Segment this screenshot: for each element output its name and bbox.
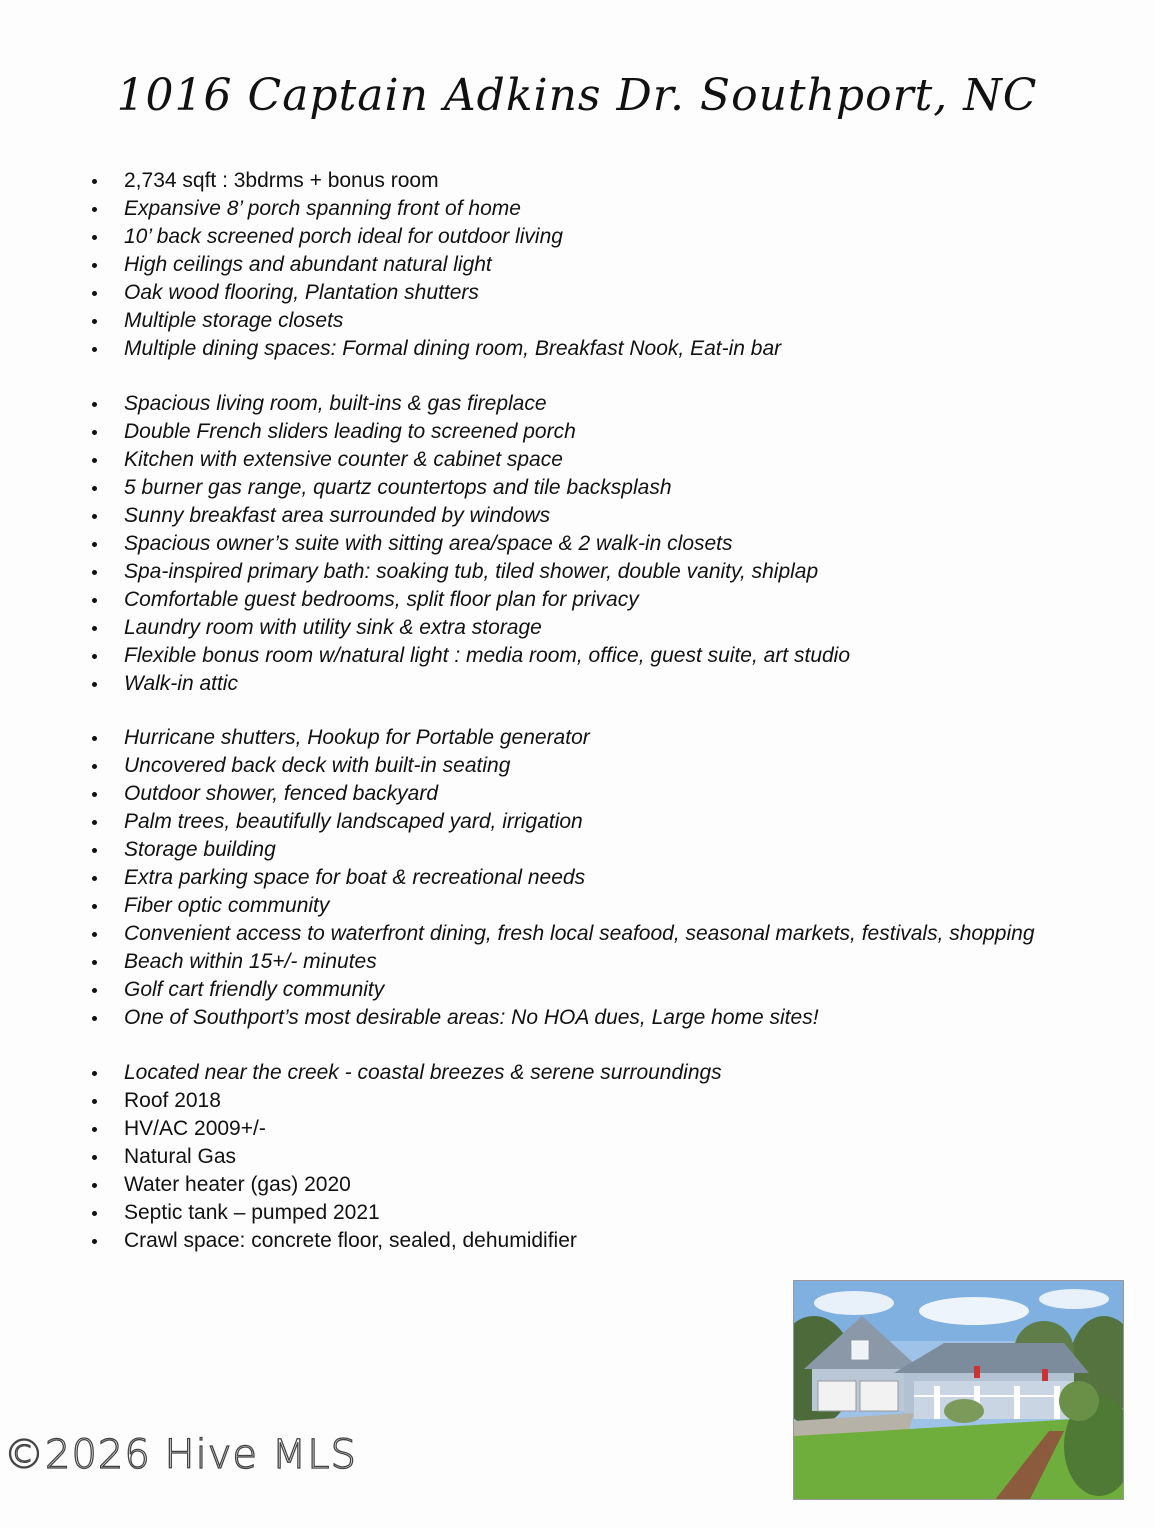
feature-list-3 [0,724,1035,1032]
feature-item: HV/AC 2009+/- [0,1115,722,1143]
feature-item: Outdoor shower, fenced backyard [0,780,1035,808]
feature-item: Roof 2018 [0,1087,722,1115]
feature-item: 5 burner gas range, quartz countertops and tile backsplash [0,474,850,502]
feature-item: Crawl space: concrete floor, sealed, dehumidifier [0,1227,722,1255]
feature-item: Golf cart friendly community [0,976,1035,1004]
feature-item: Hurricane shutters, Hookup for Portable generator [0,724,1035,752]
feature-item: Natural Gas [0,1143,722,1171]
feature-item: Storage building [0,836,1035,864]
feature-item: Double French sliders leading to screened porch [0,418,850,446]
feature-item: Extra parking space for boat & recreational needs [0,864,1035,892]
house-photo [793,1280,1124,1500]
feature-item: Sunny breakfast area surrounded by windows [0,502,850,530]
feature-item: Fiber optic community [0,892,1035,920]
feature-item: Walk-in attic [0,670,850,698]
page-title: 1016 Captain Adkins Dr. Southport, NC [116,70,1038,121]
feature-item: Located near the creek - coastal breezes & serene surroundings [0,1059,722,1087]
feature-item: Septic tank – pumped 2021 [0,1199,722,1227]
feature-item: Laundry room with utility sink & extra storage [0,614,850,642]
feature-item: High ceilings and abundant natural light [0,251,781,279]
feature-item: Convenient access to waterfront dining, fresh local seafood, seasonal markets, festivals, shopping [0,920,1035,948]
house-photo-illustration [794,1281,1124,1500]
feature-list-1 [0,167,781,363]
feature-item: Kitchen with extensive counter & cabinet space [0,446,850,474]
feature-item: Water heater (gas) 2020 [0,1171,722,1199]
feature-item: 2,734 sqft : 3bdrms + bonus room [0,167,781,195]
copyright-watermark: ©2026 Hive MLS [4,1432,357,1478]
feature-item: Oak wood flooring, Plantation shutters [0,279,781,307]
feature-item: Multiple dining spaces: Formal dining room, Breakfast Nook, Eat-in bar [0,335,781,363]
feature-item: One of Southport’s most desirable areas: No HOA dues, Large home sites! [0,1004,1035,1032]
feature-list-4 [0,1059,722,1255]
feature-item: Spacious living room, built-ins & gas fireplace [0,390,850,418]
feature-item: Comfortable guest bedrooms, split floor plan for privacy [0,586,850,614]
feature-item: Palm trees, beautifully landscaped yard, irrigation [0,808,1035,836]
feature-item: Beach within 15+/- minutes [0,948,1035,976]
feature-item: Multiple storage closets [0,307,781,335]
feature-item: Expansive 8’ porch spanning front of home [0,195,781,223]
feature-item: Spa-inspired primary bath: soaking tub, tiled shower, double vanity, shiplap [0,558,850,586]
feature-item: 10’ back screened porch ideal for outdoor living [0,223,781,251]
feature-item: Uncovered back deck with built-in seating [0,752,1035,780]
feature-list-2 [0,390,850,698]
feature-item: Flexible bonus room w/natural light : media room, office, guest suite, art studio [0,642,850,670]
feature-item: Spacious owner’s suite with sitting area/space & 2 walk-in closets [0,530,850,558]
